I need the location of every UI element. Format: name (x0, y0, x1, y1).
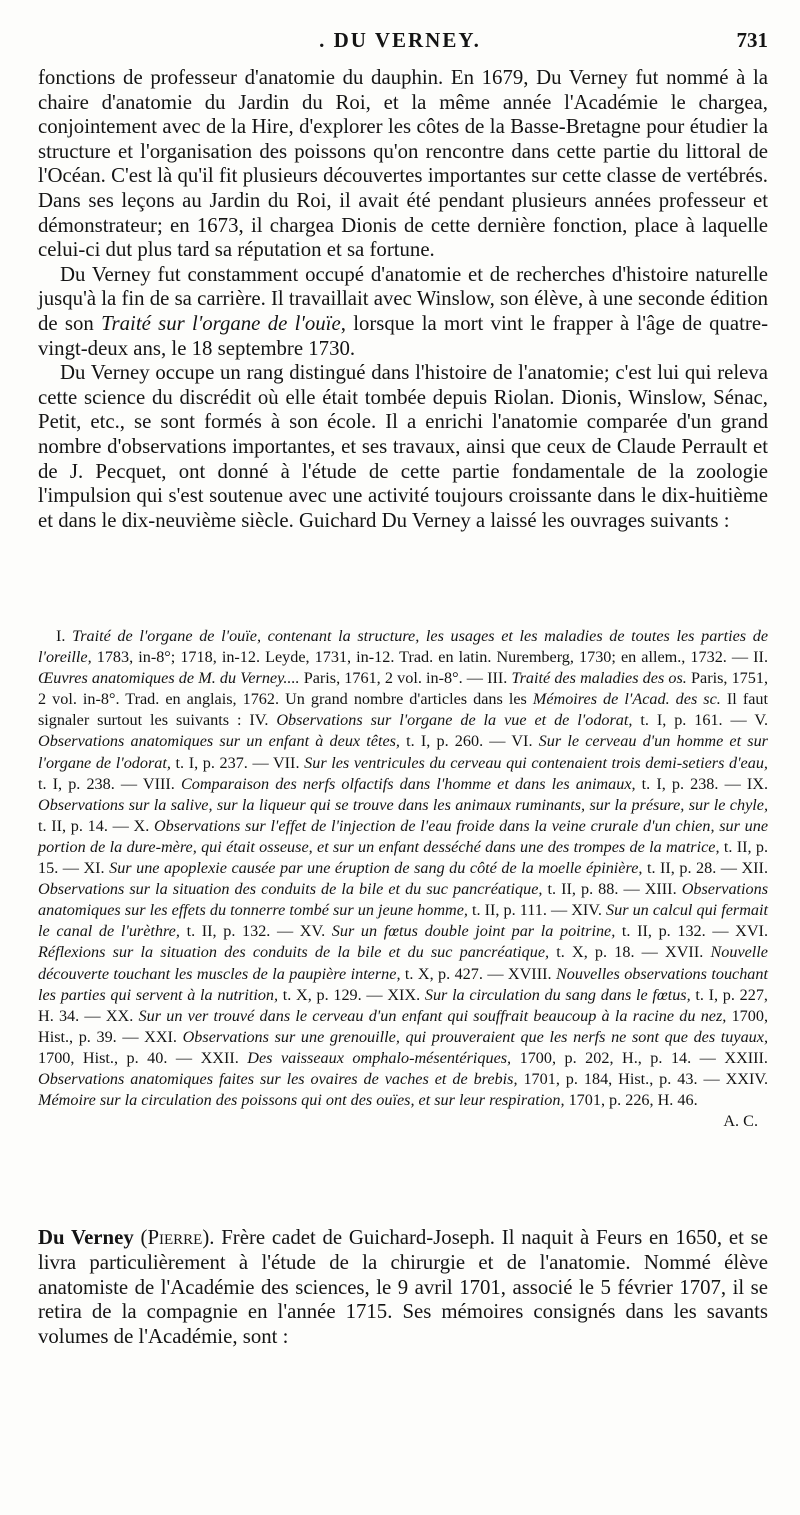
work-title: Observations sur l'effet de l'injection de l'eau froide dans la veine crurale d'un chien, sur une portion de la dure-mère, qui était osseuse, et sur un enfant desséché dans une des trompes de la matrice, (38, 816, 769, 856)
work-title: Traité des maladies des os. (511, 669, 687, 688)
work-title: Comparaison des nerfs olfactifs dans l'homme et dans les animaux, (180, 774, 636, 793)
bibliography-text: t. I, p. 237. — VII. (170, 753, 305, 772)
paragraph-2-text-b: , lorsque la mort vint le frapper à l'âge de quatre-vingt-deux ans, le 18 septembre 1730. (38, 311, 768, 360)
bibliography-text: 1700, Hist., p. 39. — XXI. (38, 1006, 768, 1046)
entry-open-paren: ( (133, 1226, 148, 1249)
bibliography-text: 1701, p. 184, Hist., p. 43. — XXIV. (517, 1069, 768, 1088)
work-title: Mémoire sur la circulation des poissons qui ont des ouïes, et sur leur respiration, (38, 1091, 565, 1110)
bibliography-text: 1700, p. 202, H., p. 14. — XXIII. (511, 1048, 768, 1067)
bibliography-text: Il faut signaler surtout les suivants : IV. (38, 690, 768, 730)
work-title: Observations anatomiques sur un enfant à deux têtes, (38, 732, 400, 751)
bibliography-text: t. II, p. 132. — XV. (179, 922, 332, 941)
bibliography-list (38, 626, 768, 1111)
work-title: Œuvres anatomiques de M. du Verney.... (38, 669, 300, 688)
entry-close-paren: ). (202, 1226, 215, 1249)
entry-given-name: Pierre (147, 1226, 203, 1249)
bibliography-text: Paris, 1751, 2 vol. in-8°. Trad. en anglais, 1762. Un grand nombre d'articles dans les (38, 669, 769, 709)
work-title: Sur une apoplexie causée par une éruption de sang du côté de la moelle épinière, (109, 859, 643, 878)
bibliography-text: t. II, p. 88. — XIII. (542, 880, 682, 899)
bibliography-text: 1701, p. 226, H. 46. (564, 1091, 698, 1110)
paragraph-1: fonctions de professeur d'anatomie du dauphin. En 1679, Du Verney fut nommé à la chaire d'anatomie du Jardin du Roi, et la même année l'Académie le chargea, conjointement avec de la Hire, d'explorer les côtes de la Basse-Bretagne pour étudier la structure et l'organisation des poissons qu'on rencontre dans cette partie du littoral de l'Océan. C'est là qu'il fit plusieurs découvertes importantes sur cette classe de vertébrés. Dans ses leçons au Jardin du Roi, il avait été pendant plusieurs années professeur et démonstrateur; en 1673, il chargea Dionis de cette dernière fonction, place à laquelle celui-ci dut plus tard sa réputation et sa fortune. (38, 66, 768, 262)
bibliography-text: t. II, p. 111. — XIV. (467, 901, 607, 920)
bibliography-text: I. (56, 627, 73, 645)
entry-name: Du Verney (38, 1226, 134, 1249)
bibliography-text: Paris, 1761, 2 vol. in-8°. — III. (299, 669, 512, 688)
work-title: Sur la circulation du sang dans le fœtus, (424, 985, 691, 1004)
work-title: Sur un fœtus double joint par la poitrine, (331, 922, 616, 941)
bibliography-text: t. I, p. 260. — VI. (399, 732, 539, 751)
bibliography-text: t. II, p. 14. — X. (38, 816, 154, 835)
work-title: Sur le cerveau d'un homme et sur l'organe de l'odorat, (38, 732, 768, 772)
work-title: Sur un ver trouvé dans le cerveau d'un enfant qui souffrait beaucoup à la racine du nez, (138, 1006, 727, 1025)
paragraph-3: Du Verney occupe un rang distingué dans l'histoire de l'anatomie; c'est lui qui releva cette science du discrédit où elle était tombée depuis Riolan. Dionis, Winslow, Sénac, Petit, etc., se sont formés à son école. Il a enrichi l'anatomie comparée d'un grand nombre d'observations importantes, et ses travaux, ainsi que ceux de Claude Perrault et de J. Pecquet, ont donné à l'étude de cette partie fondamentale de la zoologie l'impulsion qui s'est soutenue avec une activité toujours croissante dans le dix-huitième et dans le dix-neuvième siècle. Guichard Du Verney a laissé les ouvrages suivants : (38, 361, 768, 532)
work-title: Nouvelles observations touchant les parties qui servent à la nutrition, (38, 964, 768, 1004)
entry-text: Frère cadet de Guichard-Joseph. Il naquit à Feurs en 1650, et se livra particulièrement à l'étude de la chirurgie et de l'anatomie. Nommé élève anatomiste de l'Académie des sciences, le 9 avril 1701, associé le 5 février 1707, il se retira de la compagnie en l'année 1715. Ses mémoires consignés dans les savants volumes de l'Académie, sont : (38, 1226, 768, 1349)
work-title: Observations anatomiques faites sur les ovaires de vaches et de brebis, (38, 1069, 518, 1088)
treatise-title: Traité sur l'organe de l'ouïe (101, 311, 341, 335)
bibliography-text: t. X, p. 18. — XVII. (549, 943, 711, 962)
work-title: Des vaisseaux omphalo-mésentériques, (247, 1048, 512, 1067)
entry-paragraph (38, 1226, 768, 1350)
running-head (0, 28, 800, 58)
bibliography-text: t. X, p. 427. — XVIII. (400, 964, 556, 983)
author-signature: A. C. (723, 1112, 758, 1131)
bibliography (38, 626, 768, 1132)
bibliography-text: t. I, p. 238. — IX. (635, 774, 768, 793)
work-title: Observations anatomiques sur les effets du tonnerre tombé sur un jeune homme, (38, 880, 769, 920)
work-title: Mémoires de l'Acad. des sc. (532, 690, 721, 709)
bibliography-text: 1783, in-8°; 1718, in-12. Leyde, 1731, in-12. Trad. en latin. Nuremberg, 1730; en allem., 1732. — II. (91, 648, 768, 667)
running-title: . DU VERNEY. (319, 28, 481, 52)
work-title: Observations sur la situation des conduits de la bile et du suc pancréatique, (38, 880, 543, 899)
work-title: Sur les ventricules du cerveau qui contenaient trois demi-setiers d'eau, (304, 753, 768, 772)
next-entry (38, 1226, 768, 1350)
bibliography-text: t. II, p. 132. — XVI. (615, 922, 768, 941)
work-title: Sur un calcul qui fermait le canal de l'urèthre, (38, 901, 769, 941)
work-title: Traité de l'organe de l'ouïe, contenant la structure, les usages et les maladies de toutes les parties de l'oreille, (38, 627, 768, 667)
bibliography-text: t. II, p. 28. — XII. (642, 859, 768, 878)
bibliography-text: 1700, Hist., p. 40. — XXII. (38, 1048, 248, 1067)
bibliography-text: t. X, p. 129. — XIX. (278, 985, 425, 1004)
work-title: Observations sur la salive, sur la liqueur qui se trouve dans les animaux ruminants, sur la présure, sur le chyle, (38, 795, 768, 814)
work-title: Nouvelle découverte touchant les muscles de la paupière interne, (38, 943, 768, 983)
article-body (38, 66, 768, 533)
bibliography-text: t. II, p. 15. — XI. (38, 837, 769, 878)
work-title: Observations sur l'organe de la vue et de l'odorat, (276, 711, 633, 730)
bibliography-text: t. I, p. 161. — V. (632, 711, 768, 730)
paragraph-2-text-a: Du Verney fut constamment occupé d'anatomie et de recherches d'histoire naturelle jusqu'à la fin de sa carrière. Il travaillait avec Winslow, son élève, à une seconde édition de son (38, 262, 768, 335)
work-title: Observations sur une grenouille, qui prouveraient que les nerfs ne sont que des tuyaux, (182, 1027, 768, 1046)
bibliography-text: t. I, p. 238. — VIII. (38, 774, 181, 793)
paragraph-2 (38, 263, 768, 361)
page-number: 731 (736, 28, 768, 52)
work-title: Réflexions sur la situation des conduits de la bile et du suc pancréatique, (38, 943, 550, 962)
bibliography-text: t. I, p. 227, H. 34. — XX. (38, 985, 768, 1025)
